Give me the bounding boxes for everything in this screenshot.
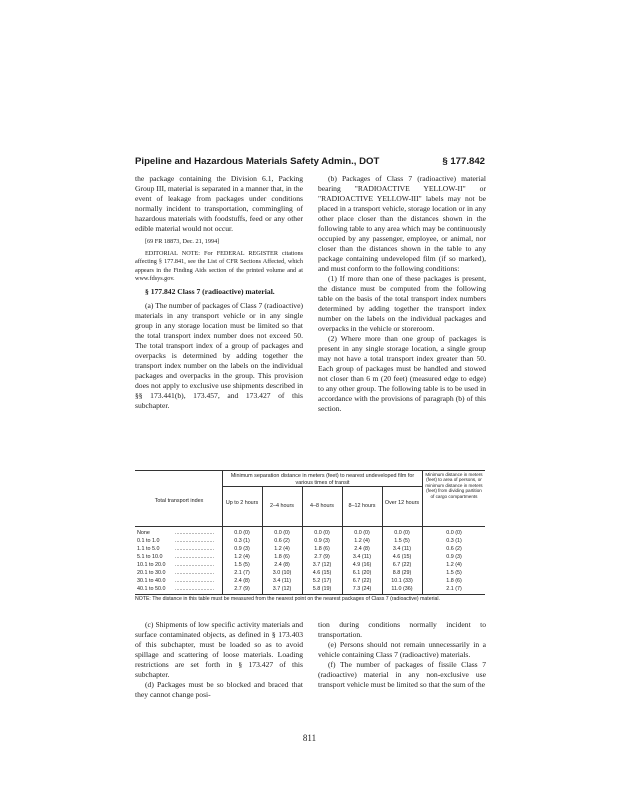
table-cell: 0.6 (2) (446, 546, 462, 552)
table-cell: 2.7 (9) (234, 586, 250, 592)
table-cell: 8.8 (29) (392, 570, 412, 576)
citation: [69 FR 18873, Dec. 21, 1994] (145, 238, 220, 245)
table-cell-transport-index: 30.1 to 40.0 (137, 578, 166, 584)
leader-dots: .......................... (175, 546, 214, 552)
table-cell: 1.2 (4) (446, 562, 462, 568)
table-cell: 3.4 (11) (352, 554, 372, 560)
table-cell: 0.9 (3) (234, 546, 250, 552)
leader-dots: .......................... (175, 562, 214, 568)
bottom-left-column (135, 620, 303, 700)
bottom-right-column (318, 620, 486, 690)
paragraph: tion during conditions normally incident to transportation. (318, 620, 486, 639)
table-cell-transport-index: None (137, 530, 150, 536)
editorial-note: EDITORIAL NOTE: For FEDERAL REGISTER citations affecting § 177.841, see the List of CFR Sections Affected, which appears in the Finding Aids section of the printed volume and at www.fdsys.gov. (135, 250, 303, 282)
table-cell: 5.2 (17) (312, 578, 332, 584)
table-cell: 0.9 (3) (314, 538, 330, 544)
table-rule (422, 470, 423, 594)
left-column (135, 174, 303, 411)
leader-dots: .......................... (175, 570, 214, 576)
leader-dots: .......................... (175, 554, 214, 560)
header-agency: Pipeline and Hazardous Materials Safety Admin., DOT (135, 156, 380, 167)
table-cell: 1.2 (4) (274, 546, 290, 552)
column-header: Total transport index (154, 498, 204, 504)
paragraph: (d) Packages must be so blocked and braced that they cannot change posi- (135, 680, 303, 699)
table-spanner-header: Minimum separation distance in meters (feet) to nearest undeveloped film for various times of transit (230, 473, 415, 486)
column-header: 4–8 hours (310, 503, 334, 509)
table-cell: 3.7 (12) (312, 562, 332, 568)
paragraph: (a) The number of packages of Class 7 (radioactive) materials in any transport vehicle or in any single group in any storage location must be limited so that the total transport index number does not exceed 50. The total transport index of a group of packages and overpacks is determined by adding together the transport index number on the labels on the individual packages and overpacks in the group. This provision does not apply to exclusive use shipments described in §§ 173.441(b), 173.457, and 173.427 of this subchapter. (135, 301, 304, 411)
table-cell: 0.0 (0) (314, 530, 330, 536)
table-cell-transport-index: 40.1 to 50.0 (137, 586, 166, 592)
table-cell: 6.1 (20) (352, 570, 372, 576)
column-header: Up to 2 hours (225, 500, 259, 506)
column-header: Minimum distance in meters (feet) to area of persons, or minimum distance in meters (feet) from dividing partition of cargo compartments (425, 472, 483, 499)
table-cell: 3.4 (11) (392, 546, 412, 552)
table-cell: 1.5 (5) (234, 562, 250, 568)
table-rule (135, 470, 485, 471)
table-cell: 2.4 (8) (274, 562, 290, 568)
column-header: Over 12 hours (384, 500, 420, 506)
table-cell: 0.3 (1) (446, 538, 462, 544)
table-cell: 1.2 (4) (354, 538, 370, 544)
section-heading: § 177.842 Class 7 (radioactive) material. (145, 287, 275, 297)
table-cell-transport-index: 20.1 to 30.0 (137, 570, 166, 576)
header-section: § 177.842 (442, 156, 485, 167)
paragraph: the package containing the Division 6.1, Packing Group III, material is separated in a manner that, in the event of leakage from packages under conditions normally incident to transportation, commingling of hazardous materials with foodstuffs, feed or any other edible material would not occur. (135, 174, 303, 233)
table-cell: 1.5 (5) (446, 570, 462, 576)
table-cell: 0.0 (0) (234, 530, 250, 536)
table-cell: 1.8 (6) (446, 578, 462, 584)
table-cell: 0.0 (0) (394, 530, 410, 536)
table-cell: 1.5 (5) (394, 538, 410, 544)
paragraph: (2) Where more than one group of packages is present in any single storage location, a single group may not have a total transport index greater than 50. Each group of packages must be handled and stowed not closer than 6 m (20 feet) (measured edge to edge) to any other group. The following table is to be used in accordance with the provisions of paragraph (b) of this section. (318, 334, 486, 413)
table-cell: 7.3 (24) (352, 586, 372, 592)
table-cell: 3.4 (11) (272, 578, 292, 584)
table-cell: 0.0 (0) (446, 530, 462, 536)
table-cell: 1.2 (4) (234, 554, 250, 560)
leader-dots: .......................... (175, 578, 214, 584)
table-cell: 6.7 (22) (392, 562, 412, 568)
table-rule (135, 526, 485, 527)
table-cell: 2.4 (8) (354, 546, 370, 552)
paragraph: (e) Persons should not remain unnecessarily in a vehicle containing Class 7 (radioactive) materials. (318, 640, 486, 659)
separation-distance-table (135, 470, 485, 612)
column-header: 2–4 hours (270, 503, 294, 509)
running-header (135, 156, 485, 170)
table-cell: 0.3 (1) (234, 538, 250, 544)
paragraph: (1) If more than one of these packages is present, the distance must be computed from the following table on the basis of the total transport index numbers determined by adding together the transport index number on the labels on the individual packages and overpacks in the vehicle or storeroom. (318, 274, 486, 333)
table-cell: 0.0 (0) (274, 530, 290, 536)
table-cell: 10.1 (33) (391, 578, 413, 584)
table-cell: 4.6 (15) (312, 570, 332, 576)
leader-dots: .......................... (175, 538, 214, 544)
table-cell: 4.6 (15) (392, 554, 412, 560)
table-cell-transport-index: 5.1 to 10.0 (137, 554, 163, 560)
table-cell: 2.1 (7) (446, 586, 462, 592)
table-cell: 2.1 (7) (234, 570, 250, 576)
page-number: 811 (302, 733, 317, 743)
table-cell: 11.0 (36) (391, 586, 413, 592)
leader-dots: .......................... (175, 586, 214, 592)
table-cell: 6.7 (22) (352, 578, 372, 584)
table-cell: 3.7 (12) (272, 586, 292, 592)
right-column (318, 174, 486, 414)
table-cell-transport-index: 0.1 to 1.0 (137, 538, 160, 544)
paragraph: (c) Shipments of low specific activity materials and surface contaminated objects, as defined in § 173.403 of this subchapter, must be loaded so as to avoid spillage and scattering of loose materials. Loading restrictions are set forth in § 173.427 of this subchapter. (135, 620, 303, 679)
table-cell: 1.8 (6) (314, 546, 330, 552)
table-cell: 0.9 (3) (446, 554, 462, 560)
column-header: 8–12 hours (348, 503, 376, 509)
table-cell: 1.8 (6) (274, 554, 290, 560)
table-cell: 5.8 (19) (312, 586, 332, 592)
table-rule (135, 594, 485, 595)
paragraph: (f) The number of packages of fissile Class 7 (radioactive) material in any non-exclusive use transport vehicle must be limited so that the sum of the (318, 660, 486, 689)
table-note: NOTE: The distance in this table must be measured from the nearest point on the nearest packages of Class 7 (radioactive) material. (135, 596, 440, 602)
table-cell: 2.4 (8) (234, 578, 250, 584)
table-cell: 4.9 (16) (352, 562, 372, 568)
leader-dots: .......................... (175, 530, 214, 536)
paragraph: (b) Packages of Class 7 (radioactive) material bearing "RADIOACTIVE YELLOW-II" or "RADIOACTIVE YELLOW-III" labels may not be placed in a transport vehicle, storage location or in any other place closer than the distances shown in the following table to any area which may be continuously occupied by any passenger, employee, or animal, nor closer than the distances shown in the table to any package containing undeveloped film (if so marked), and must conform to the following conditions: (318, 174, 486, 273)
table-cell: 0.0 (0) (354, 530, 370, 536)
table-cell: 2.7 (9) (314, 554, 330, 560)
table-cell: 0.6 (2) (274, 538, 290, 544)
table-cell: 3.0 (10) (272, 570, 292, 576)
table-cell-transport-index: 10.1 to 20.0 (137, 562, 166, 568)
table-cell-transport-index: 1.1 to 5.0 (137, 546, 160, 552)
